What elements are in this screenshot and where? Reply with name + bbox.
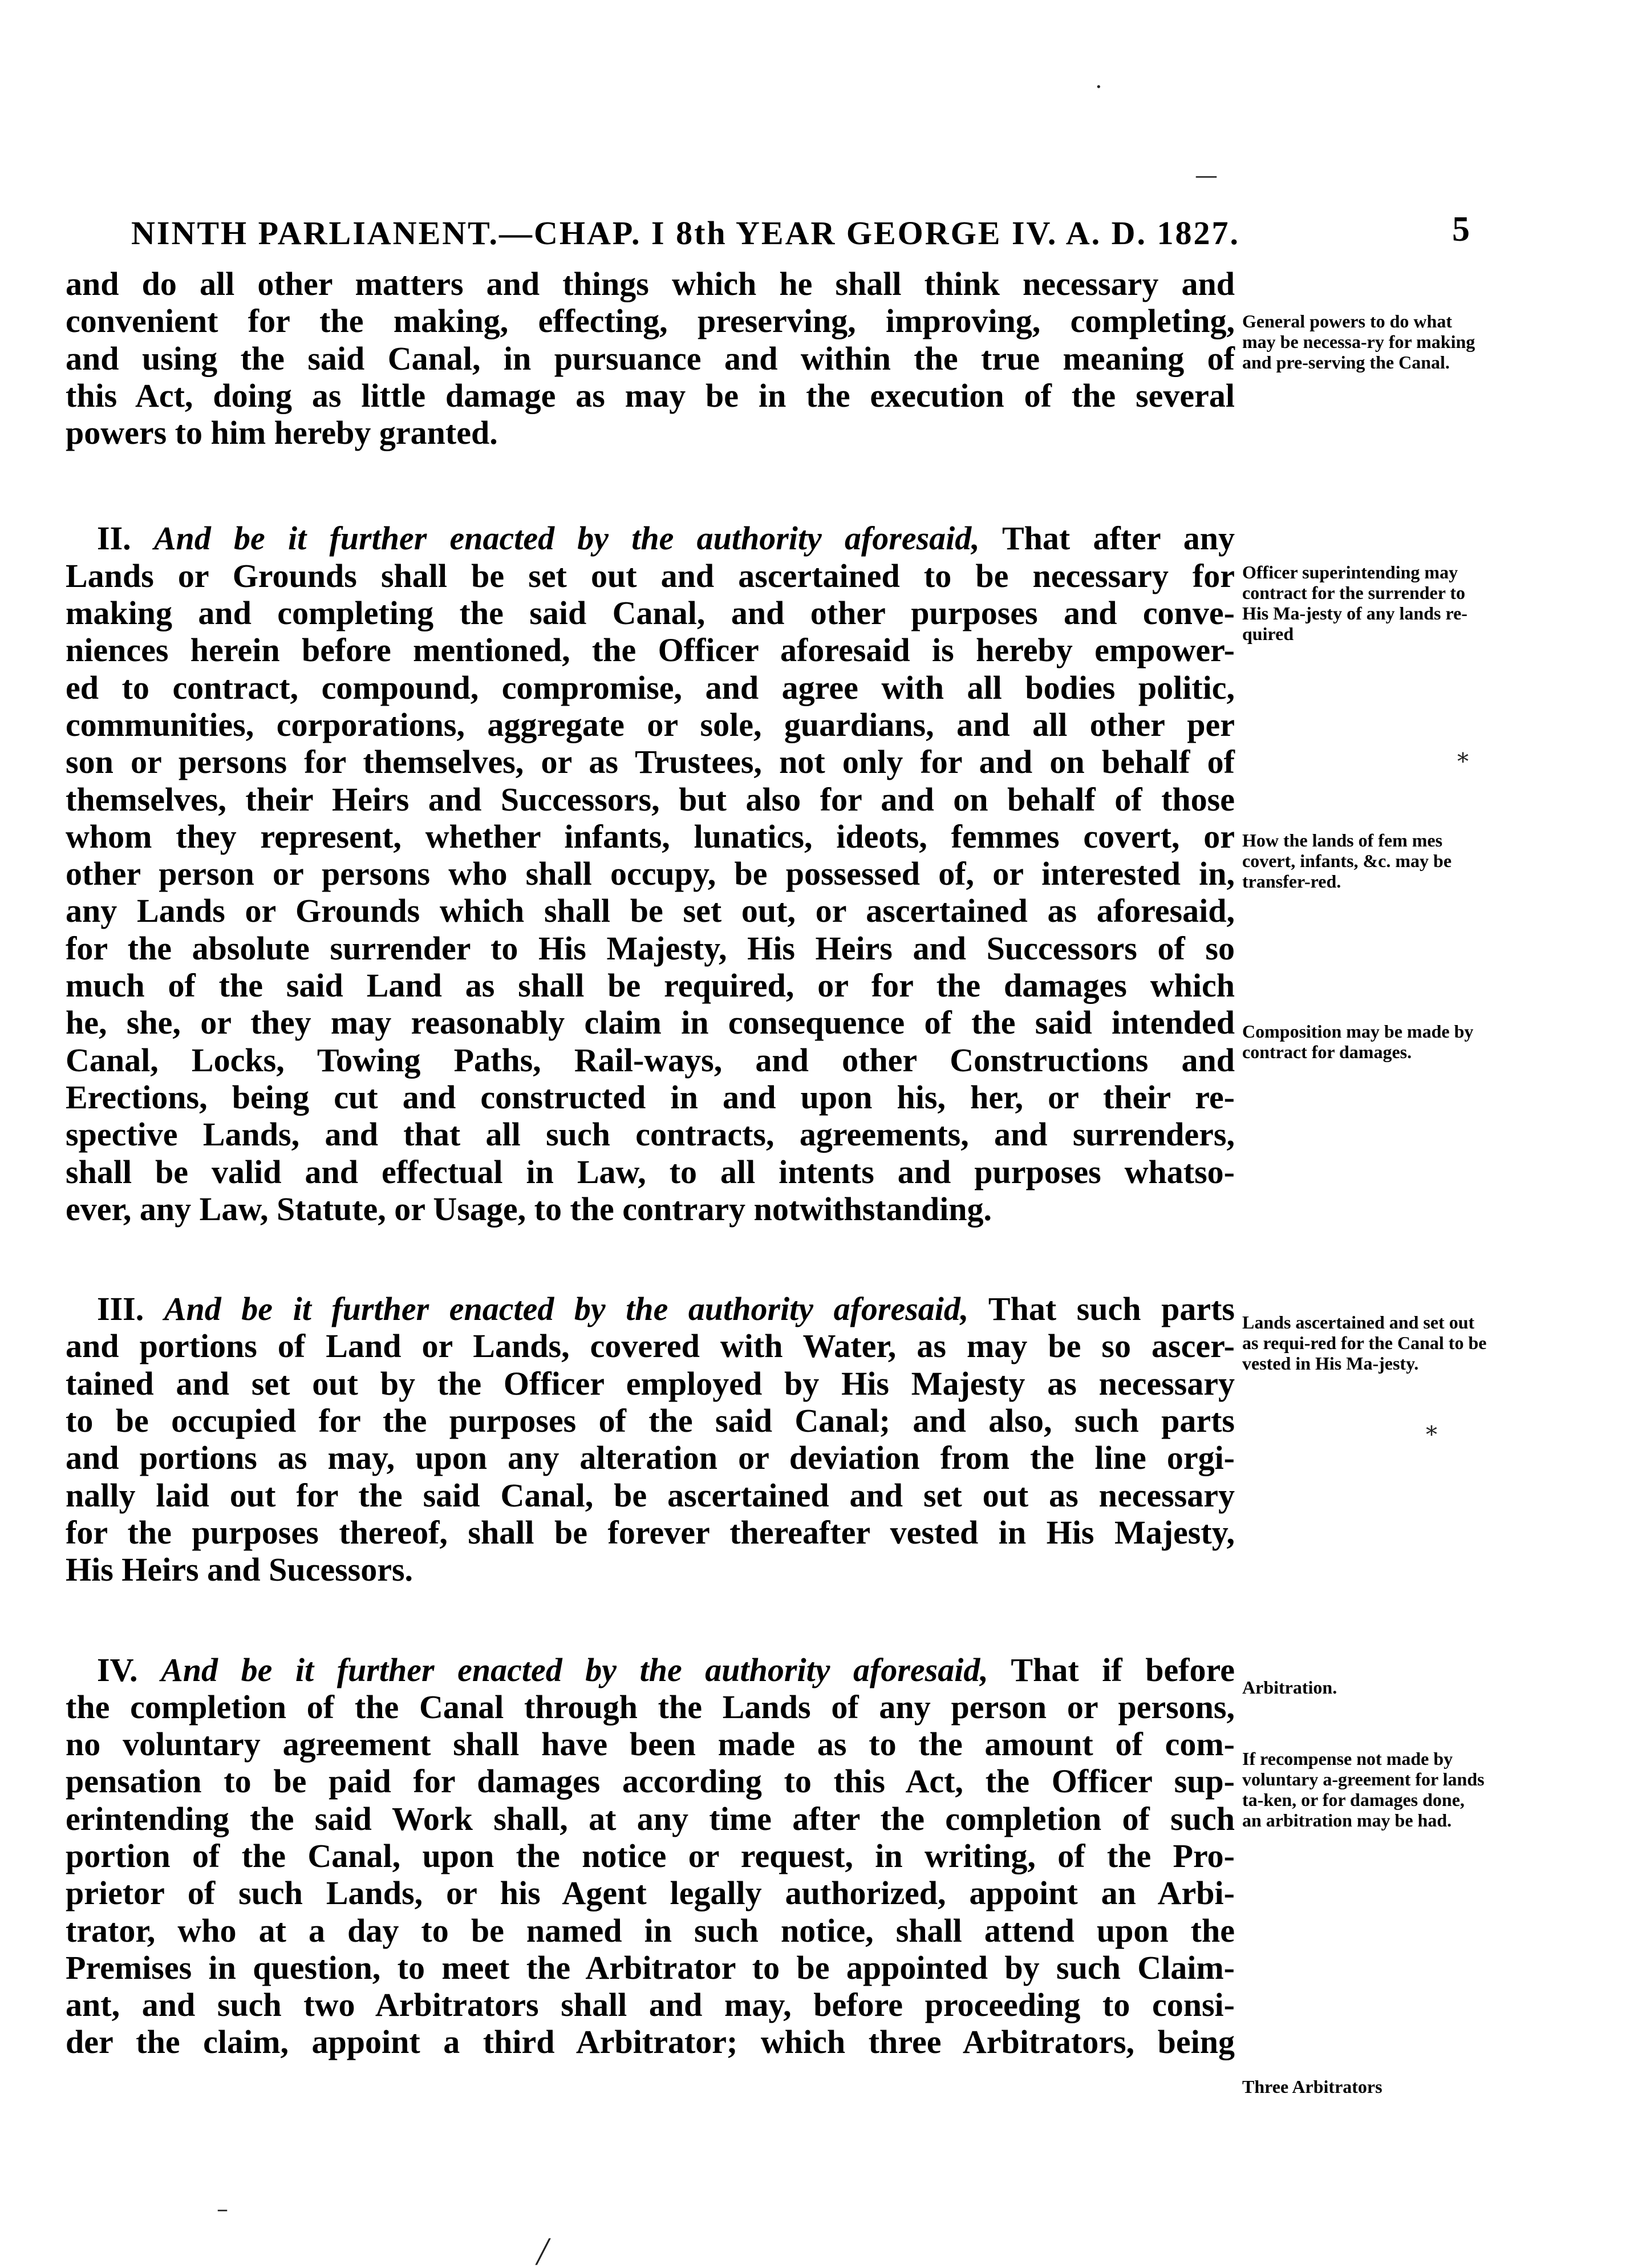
text-line: convenient for the making, effecting, preserving, improving, completing, [66,302,1235,340]
running-title: NINTH PARLIANENT.—CHAP. I 8th YEAR GEORGE IV. A. D. 1827. [131,214,1240,252]
text-line: trator, who at a day to be named in such notice, shall attend upon the [66,1911,1235,1949]
text-line: to be occupied for the purposes of the said Canal; and also, such parts [66,1402,1235,1440]
text-line: Canal, Locks, Towing Paths, Rail-ways, and other Constructions and [66,1041,1235,1079]
margin-note-officer-contract: Officer superintending may contract for the surrender to His Ma-jesty of any lands re-quired [1242,562,1467,644]
text-line: spective Lands, and that all such contracts, agreements, and surrenders, [66,1116,1235,1153]
text-line: tained and set out by the Officer employed by His Majesty as necessary [66,1364,1235,1402]
text-line: Lands or Grounds shall be set out and ascertained to be necessary for [66,557,1235,594]
section-iii [66,1290,1235,1588]
stray-mark: ⁎ [1426,1415,1437,1441]
text-line: whom they represent, whether infants, lunatics, ideots, femmes covert, or [66,817,1235,855]
margin-note-general-powers: General powers to do what may be necessa-ry for making and pre-serving the Canal. [1242,311,1475,372]
text-line: and portions as may, upon any alteration or deviation from the line orgi- [66,1439,1235,1477]
section-opening-line [66,1290,1235,1327]
enacting-clause: And be it further enacted by the authority aforesaid, [153,520,980,557]
margin-note-three-arbitrators: Three Arbitrators [1242,2076,1382,2097]
text-line: for the purposes thereof, shall be forever thereafter vested in His Majesty, [66,1513,1235,1551]
text-line: portion of the Canal, upon the notice or request, in writing, of the Pro- [66,1837,1235,1874]
text-line: Premises in question, to meet the Arbitrator to be appointed by such Claim- [66,1949,1235,1986]
text-line: prietor of such Lands, or his Agent legally authorized, appoint an Arbi- [66,1874,1235,1912]
section-number: III. [97,1290,144,1328]
section-number: II. [97,520,131,557]
margin-note-composition: Composition may be made by contract for damages. [1242,1021,1474,1062]
text-line: the completion of the Canal through the Lands of any person or persons, [66,1688,1235,1726]
text-line: for the absolute surrender to His Majesty, His Heirs and Successors of so [66,929,1235,967]
text-line: ed to contract, compound, compromise, and agree with all bodies politic, [66,669,1235,706]
enacting-clause: And be it further enacted by the authority aforesaid, [161,1651,988,1688]
body-text [66,265,1235,2124]
text-line: communities, corporations, aggregate or sole, guardians, and all other per [66,706,1235,743]
running-header [131,210,1471,260]
text-line: and portions of Land or Lands, covered with Water, as may be so ascer- [66,1327,1235,1365]
text-line: pensation to be paid for damages according to this Act, the Officer sup- [66,1763,1235,1800]
section-opening-line [66,520,1235,557]
text-line: and using the said Canal, in pursuance and within the true meaning of [66,339,1235,377]
margin-note-lands-vested: Lands ascertained and set out as requi-red for the Canal to be vested in His Ma-jesty. [1242,1312,1487,1374]
section-ii [66,520,1235,1228]
text-fragment: That after any [1002,520,1235,557]
text-line: much of the said Land as shall be required, or for the damages which [66,967,1235,1005]
text-line: and do all other matters and things which he shall think necessary and [66,265,1235,302]
margin-note-recompense: If recompense not made by voluntary a-greement for lands ta-ken, or for damages done, an arbitration may be had. [1242,1748,1485,1830]
text-line: making and completing the said Canal, and other purposes and conve- [66,594,1235,632]
text-line: Erections, being cut and constructed in and upon his, her, or their re- [66,1078,1235,1116]
text-line: no voluntary agreement shall have been made as to the amount of com- [66,1726,1235,1763]
stray-mark: – [217,2196,228,2222]
stray-mark: ╱ [536,2239,550,2265]
text-line: erintending the said Work shall, at any time after the completion of such [66,1800,1235,1837]
section-opening-line [66,1651,1235,1688]
text-line: son or persons for themselves, or as Trustees, not only for and on behalf of [66,743,1235,781]
text-line: he, she, or they may reasonably claim in consequence of the said intended [66,1004,1235,1042]
text-line: niences herein before mentioned, the Officer aforesaid is hereby empower- [66,631,1235,669]
paragraph-continuation [66,265,1235,451]
text-line: other person or persons who shall occupy, be possessed of, or interested in, [66,855,1235,893]
text-line: nally laid out for the said Canal, be ascertained and set out as necessary [66,1476,1235,1514]
text-line: shall be valid and effectual in Law, to all intents and purposes whatso- [66,1153,1235,1190]
text-line: any Lands or Grounds which shall be set out, or ascertained as aforesaid, [66,892,1235,930]
margin-note-arbitration: Arbitration. [1242,1677,1337,1698]
text-line: ant, and such two Arbitrators shall and may, before proceeding to consi- [66,1986,1235,2024]
section-iv [66,1651,1235,2061]
text-line: His Heirs and Sucessors. [66,1551,413,1589]
stray-mark: ⁎ [1457,742,1469,768]
text-line: der the claim, appoint a third Arbitrator; which three Arbitrators, being [66,2023,1235,2061]
text-line: ever, any Law, Statute, or Usage, to the contrary notwithstanding. [66,1190,992,1228]
text-line: themselves, their Heirs and Successors, but also for and on behalf of those [66,780,1235,818]
stray-mark: · [1095,74,1102,100]
stray-mark: — [1195,163,1218,189]
text-line: powers to him hereby granted. [66,414,498,452]
page-number: 5 [1452,210,1471,249]
enacting-clause: And be it further enacted by the authority aforesaid, [164,1290,969,1328]
text-line: this Act, doing as little damage as may be in the execution of the several [66,376,1235,414]
section-number: IV. [97,1651,138,1688]
text-fragment: That such parts [988,1290,1235,1328]
text-fragment: That if before [1011,1651,1235,1688]
margin-note-femmes-covert: How the lands of fem mes covert, infants, &c. may be transfer-red. [1242,830,1452,892]
